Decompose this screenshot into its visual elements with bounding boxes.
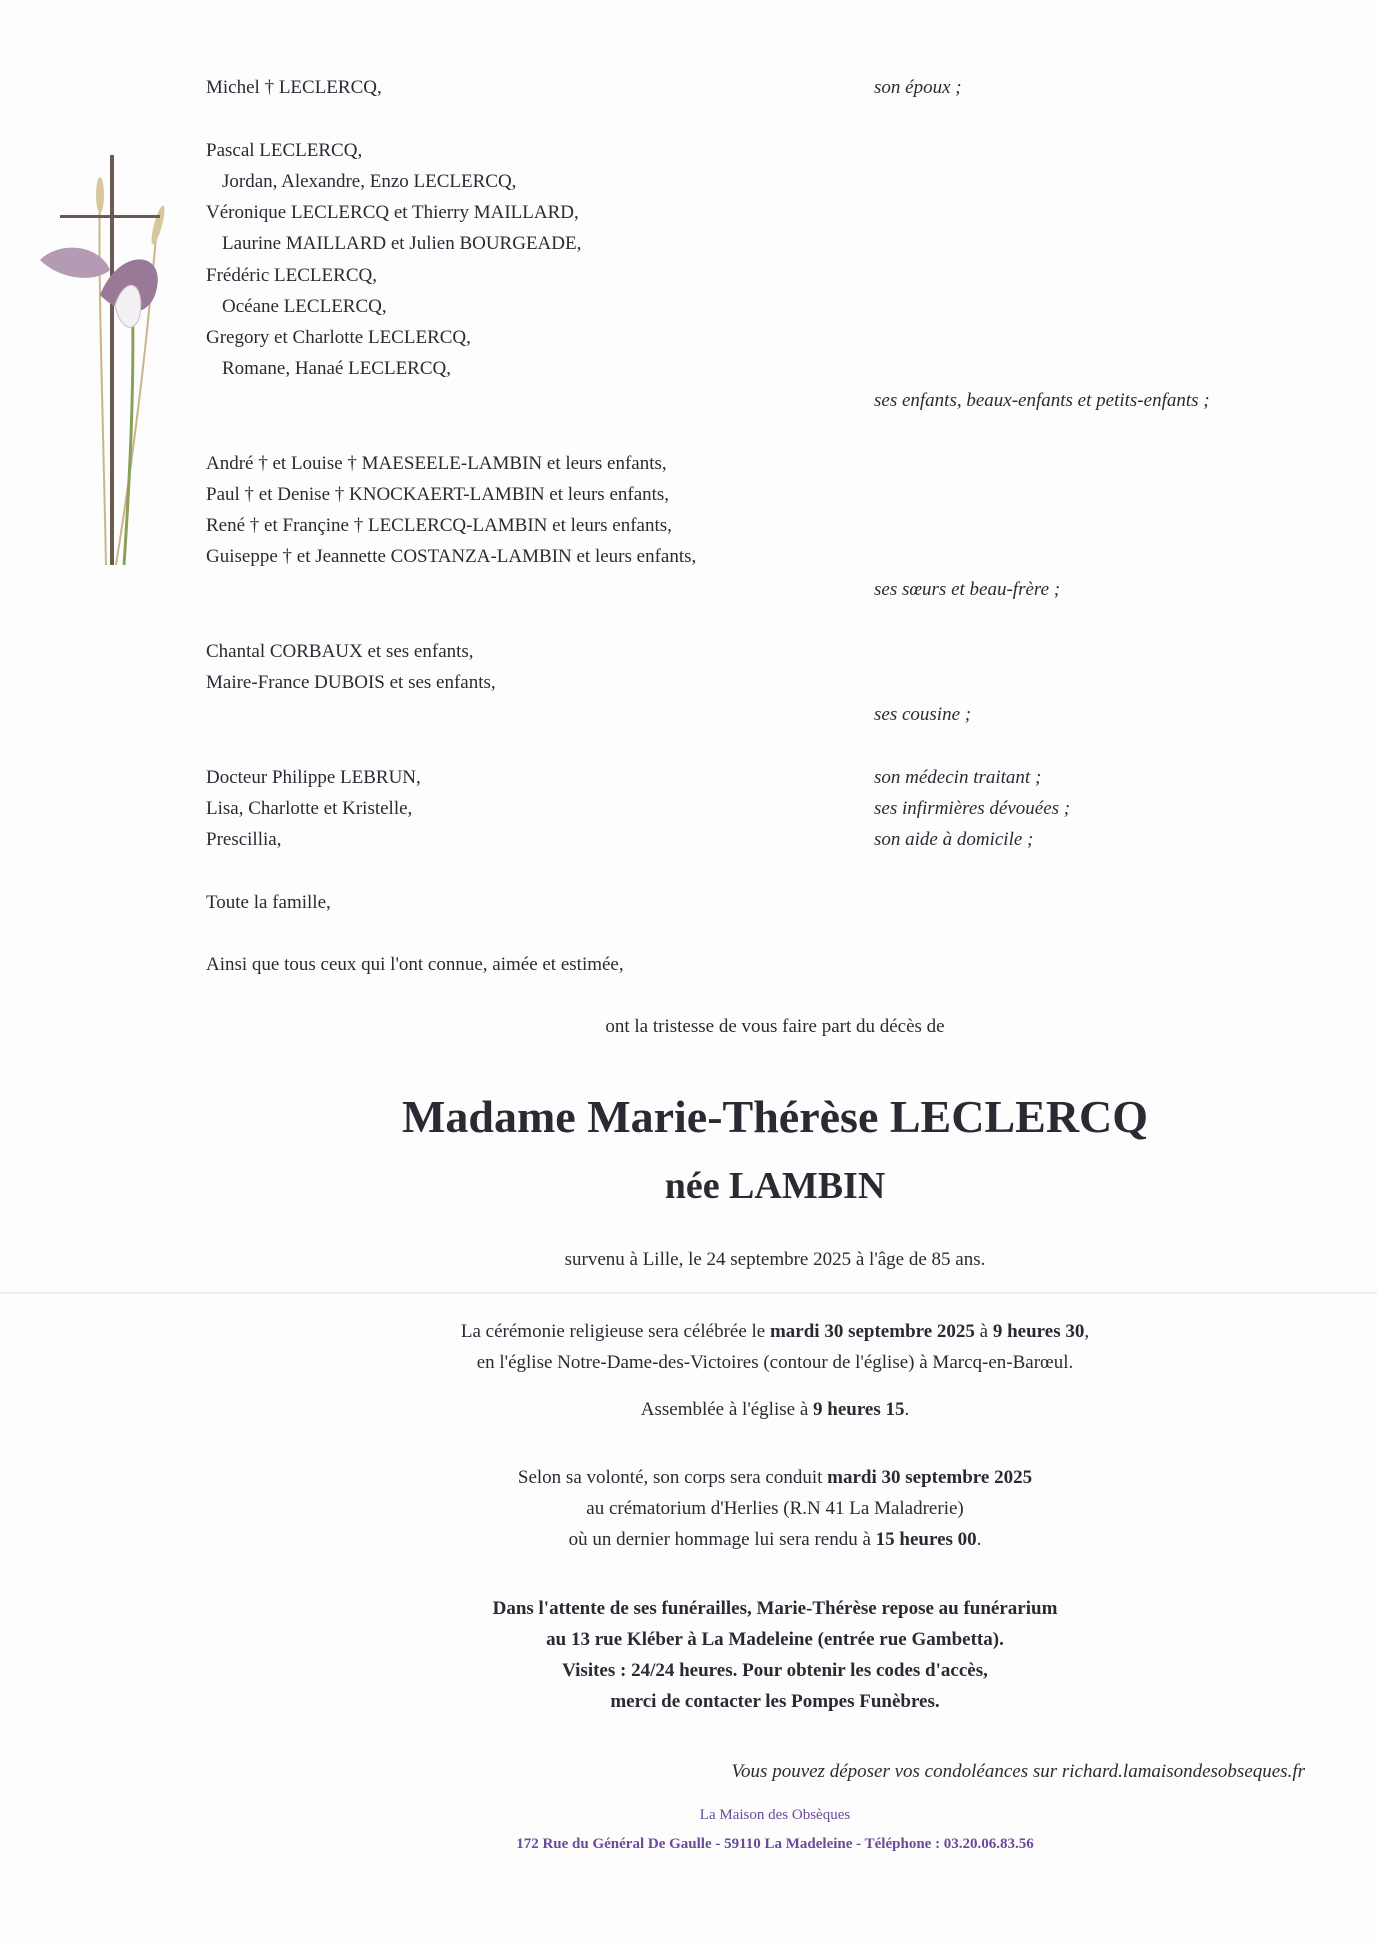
grandchildren-line: Jordan, Alexandre, Enzo LECLERCQ, [222, 171, 517, 192]
funerarium-line: au 13 rue Kléber à La Madeleine (entrée rue Gambetta). [546, 1629, 1004, 1650]
scan-divider [0, 1292, 1377, 1294]
sibling-line: Guiseppe † et Jeannette COSTANZA-LAMBIN et leurs enfants, [206, 546, 697, 567]
cremation-text: Selon sa volonté, son corps sera conduit [517, 1467, 828, 1488]
assembly-text: Assemblée à l'église à [640, 1399, 814, 1420]
cross-and-lily-illustration [40, 155, 200, 575]
cremation-text: où un dernier hommage lui sera rendu à [568, 1529, 876, 1550]
others-line: Ainsi que tous ceux qui l'ont connue, aimée et estimée, [206, 954, 624, 975]
sibling-line: Paul † et Denise † KNOCKAERT-LAMBIN et leurs enfants, [206, 484, 670, 505]
cremation-line-1 [0, 1466, 1377, 1490]
spouse-name: Michel † LECLERCQ, [206, 77, 382, 98]
sibling-line: René † et Françine † LECLERCQ-LAMBIN et leurs enfants, [206, 515, 672, 536]
funerarium-line: Dans l'attente de ses funérailles, Marie-Thérèse repose au funérarium [492, 1598, 1058, 1619]
children-relation: ses enfants, beaux-enfants et petits-enfants ; [874, 390, 1210, 411]
condolences-line: Vous pouvez déposer vos condoléances sur richard.lamaisondesobseques.fr [731, 1761, 1305, 1782]
assembly-time: 9 heures 15 [813, 1399, 905, 1420]
grandchildren-line: Laurine MAILLARD et Julien BOURGEADE, [222, 233, 582, 254]
death-info: survenu à Lille, le 24 septembre 2025 à l'âge de 85 ans. [564, 1249, 986, 1270]
announcement-line: ont la tristesse de vous faire part du décès de [605, 1016, 945, 1037]
footer-company: La Maison des Obsèques [699, 1807, 851, 1823]
ceremony-text: à [974, 1321, 993, 1342]
cousins-relation: ses cousine ; [874, 704, 972, 725]
footer-address: 172 Rue du Général De Gaulle - 59110 La Madeleine - Téléphone : 03.20.06.83.56 [516, 1836, 1034, 1852]
cremation-text: . [976, 1529, 982, 1550]
caregiver-name: Lisa, Charlotte et Kristelle, [206, 798, 413, 819]
ceremony-line-2: en l'église Notre-Dame-des-Victoires (contour de l'église) à Marcq-en-Barœul. [476, 1352, 1074, 1373]
ceremony-text: , [1084, 1321, 1090, 1342]
ceremony-time: 9 heures 30 [992, 1321, 1085, 1342]
child-line: Frédéric LECLERCQ, [206, 265, 377, 286]
funerarium-line: merci de contacter les Pompes Funèbres. [610, 1691, 940, 1712]
sibling-line: André † et Louise † MAESEELE-LAMBIN et leurs enfants, [206, 453, 667, 474]
caregiver-name: Prescillia, [206, 829, 282, 850]
deceased-name: Madame Marie-Thérèse LECLERCQ [401, 1091, 1149, 1142]
cousin-line: Chantal CORBAUX et ses enfants, [206, 641, 474, 662]
caregiver-relation: ses infirmières dévouées ; [874, 798, 1071, 819]
caregiver-relation: son médecin traitant ; [874, 767, 1042, 788]
caregiver-relation: son aide à domicile ; [874, 829, 1034, 850]
ceremony-date: mardi 30 septembre 2025 [769, 1321, 975, 1342]
deceased-birth-name: née LAMBIN [664, 1165, 886, 1207]
child-line: Pascal LECLERCQ, [206, 140, 363, 161]
child-line: Gregory et Charlotte LECLERCQ, [206, 327, 471, 348]
siblings-relation: ses sœurs et beau-frère ; [874, 579, 1061, 600]
assembly-line [0, 1398, 1377, 1422]
cremation-line-2: au crématorium d'Herlies (R.N 41 La Maladrerie) [586, 1498, 964, 1519]
ceremony-line-1 [0, 1320, 1377, 1344]
cousin-line: Maire-France DUBOIS et ses enfants, [206, 672, 496, 693]
assembly-text: . [904, 1399, 910, 1420]
ceremony-text: La cérémonie religieuse sera célébrée le [460, 1321, 770, 1342]
caregiver-name: Docteur Philippe LEBRUN, [206, 767, 421, 788]
funerarium-line: Visites : 24/24 heures. Pour obtenir les codes d'accès, [562, 1660, 988, 1681]
spouse-relation: son époux ; [874, 77, 962, 98]
grandchildren-line: Océane LECLERCQ, [222, 296, 387, 317]
child-line: Véronique LECLERCQ et Thierry MAILLARD, [206, 202, 579, 223]
family-line: Toute la famille, [206, 892, 331, 913]
cremation-time: 15 heures 00 [875, 1529, 977, 1550]
grandchildren-line: Romane, Hanaé LECLERCQ, [222, 358, 452, 379]
cremation-line-3 [0, 1528, 1377, 1552]
cremation-date: mardi 30 septembre 2025 [827, 1467, 1033, 1488]
